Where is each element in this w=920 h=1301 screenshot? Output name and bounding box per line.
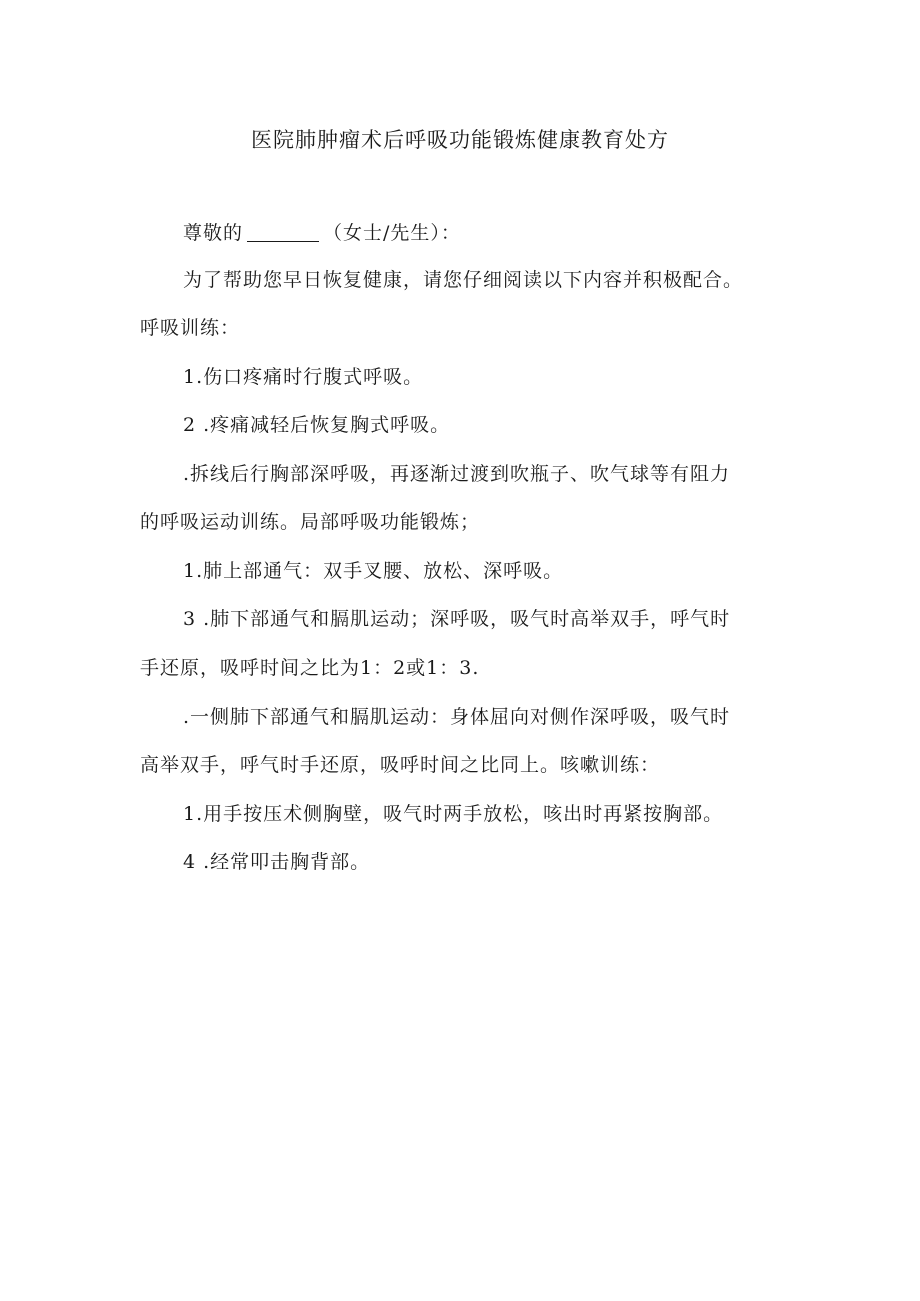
salutation-prefix: 尊敬的 bbox=[183, 222, 244, 244]
intro-paragraph: 为了帮助您早日恢复健康，请您仔细阅读以下内容并积极配合。 bbox=[183, 269, 744, 291]
name-blank-field bbox=[247, 223, 319, 242]
breathing-item-2: 2 .疼痛减轻后恢复胸式呼吸。 bbox=[183, 414, 451, 436]
cough-item-1: 1.用手按压术侧胸壁，吸气时两手放松，咳出时再紧按胸部。 bbox=[183, 803, 724, 825]
local-item-1: 1.肺上部通气：双手叉腰、放松、深呼吸。 bbox=[183, 560, 564, 582]
salutation-line bbox=[183, 221, 461, 245]
local-item-4-line-2: 高举双手，呼气时手还原，吸呼时间之比同上。咳嗽训练： bbox=[140, 754, 661, 776]
breathing-item-1: 1.伤口疼痛时行腹式呼吸。 bbox=[183, 366, 424, 388]
document-title: 医院肺肿瘤术后呼吸功能锻炼健康教育处方 bbox=[251, 128, 669, 152]
cough-item-4: 4 .经常叩击胸背部。 bbox=[183, 851, 371, 873]
breathing-item-3-line-1: .拆线后行胸部深呼吸，再逐渐过渡到吹瓶子、吹气球等有阻力 bbox=[183, 463, 731, 485]
local-item-4-line-1: .一侧肺下部通气和膈肌运动：身体屈向对侧作深呼吸，吸气时 bbox=[183, 706, 731, 728]
local-item-3-line-2: 手还原，吸呼时间之比为1：2或1：3. bbox=[140, 657, 480, 679]
salutation-suffix: （女士/先生）： bbox=[323, 222, 461, 244]
section-heading-breathing: 呼吸训练： bbox=[140, 317, 241, 339]
breathing-item-3-line-2: 的呼吸运动训练。局部呼吸功能锻炼； bbox=[140, 511, 481, 533]
local-item-3-line-1: 3 .肺下部通气和膈肌运动；深呼吸，吸气时高举双手，呼气时 bbox=[183, 608, 731, 630]
